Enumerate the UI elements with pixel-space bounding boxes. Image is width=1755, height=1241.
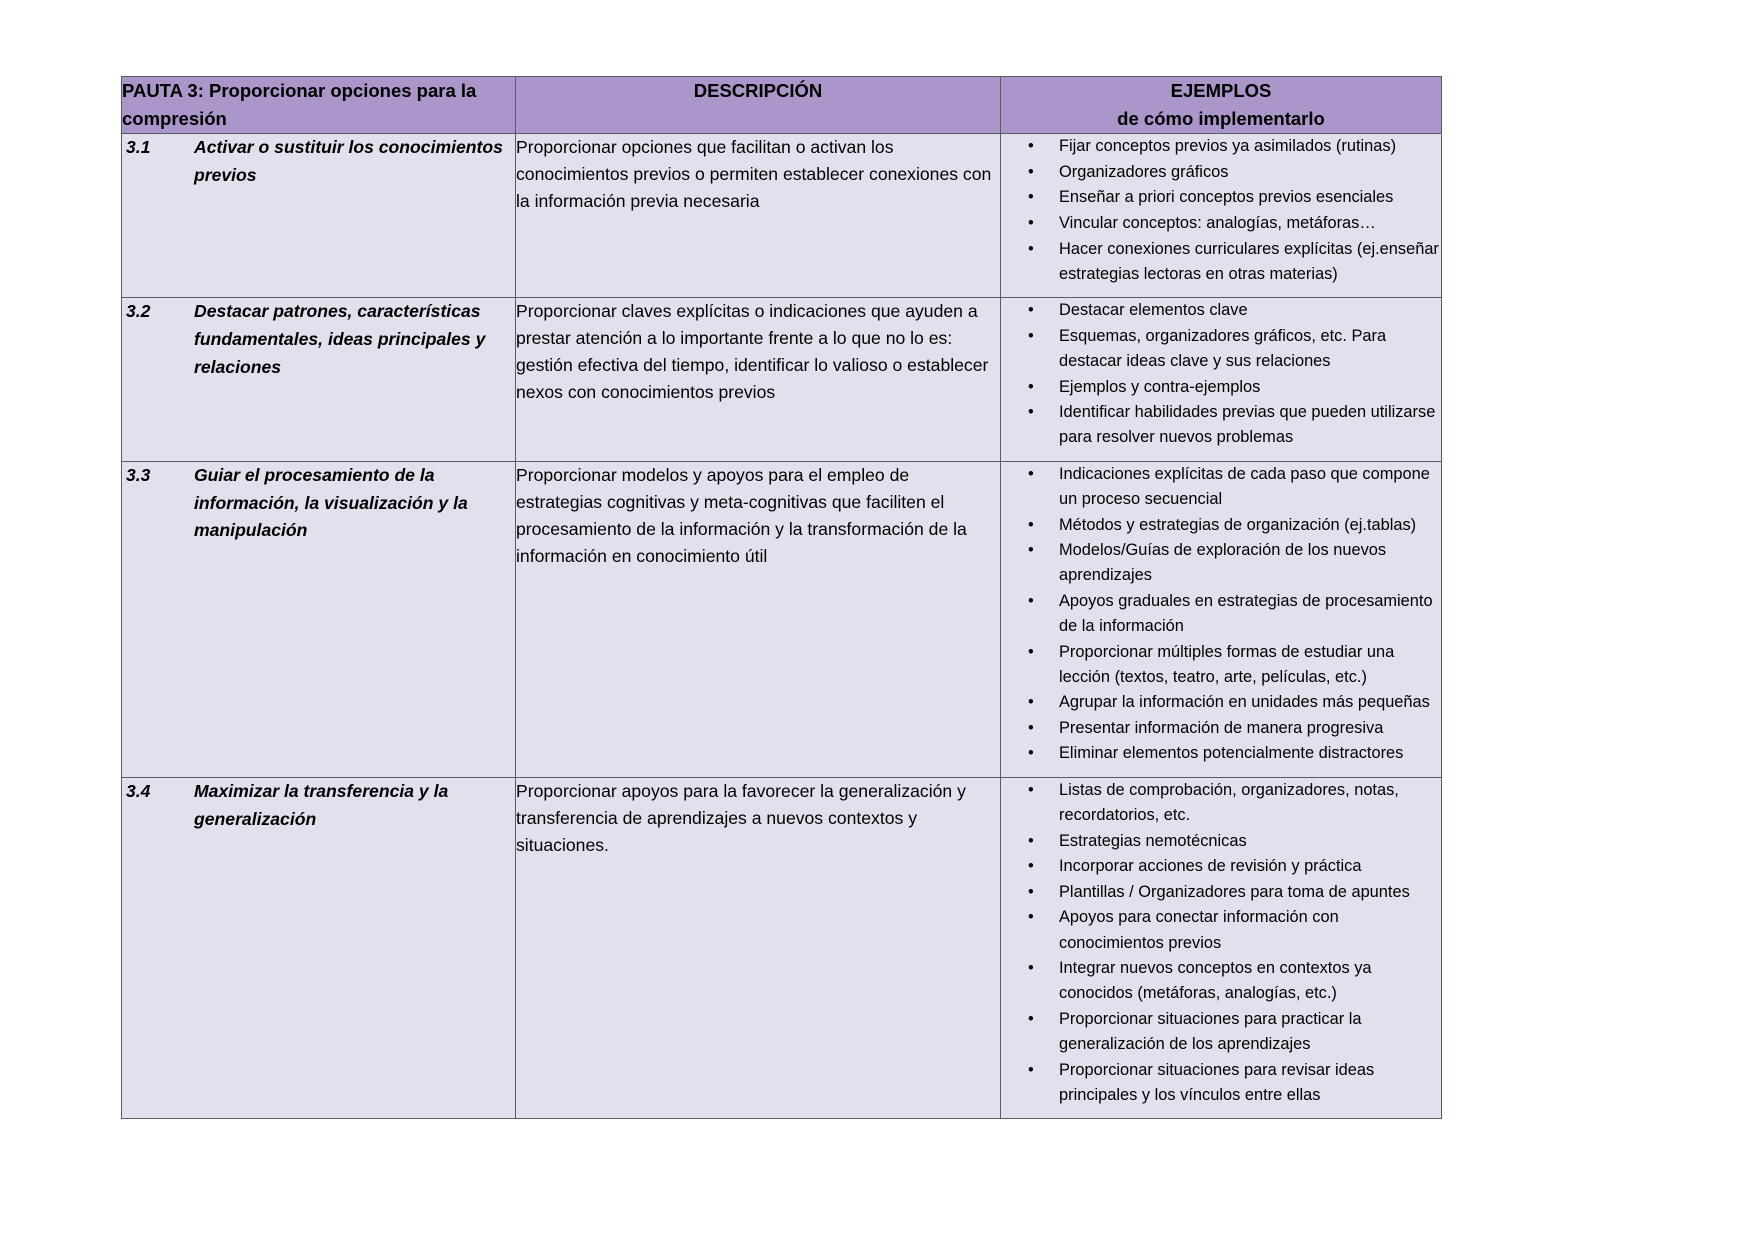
list-item-text: Fijar conceptos previos ya asimilados (rutinas) — [1059, 137, 1397, 156]
list-item-text: Métodos y estrategias de organización (ej.tablas) — [1059, 515, 1417, 534]
description-text-3-2: Proporcionar claves explícitas o indicaciones que ayuden a prestar atención a lo importante frente a lo que no lo es: gestión efectiva del tiempo, identificar lo valioso o establecer nexos con conocimientos previos — [516, 301, 989, 402]
cell-spacer — [1001, 767, 1441, 777]
list-item-text: Modelos/Guías de exploración de los nuevos aprendizajes — [1059, 541, 1387, 585]
list-item — [1001, 778, 1441, 828]
list-item — [1001, 956, 1441, 1006]
bullet-icon: • — [1028, 1009, 1034, 1028]
list-item — [1001, 589, 1441, 639]
description-text-3-4: Proporcionar apoyos para la favorecer la generalización y transferencia de aprendizajes a nuevos contextos y situaciones. — [516, 780, 966, 855]
list-item — [1001, 462, 1441, 512]
bullet-icon: • — [1028, 162, 1034, 181]
criteria-cell-3-4 — [122, 777, 516, 1118]
table-body — [122, 134, 1442, 1119]
bullet-icon: • — [1028, 718, 1034, 737]
list-item — [1001, 375, 1441, 400]
list-item — [1001, 1007, 1441, 1057]
list-item — [1001, 854, 1441, 879]
examples-cell-3-3 — [1001, 461, 1442, 777]
bullet-icon: • — [1028, 137, 1034, 156]
list-item-text: Presentar información de manera progresiva — [1059, 718, 1384, 737]
criteria-label-3-4: Maximizar la transferencia y la generalización — [194, 780, 449, 829]
list-item — [1001, 829, 1441, 854]
examples-list-3-4 — [1001, 778, 1441, 1108]
criteria-label-3-2: Destacar patrones, características fundamentales, ideas principales y relaciones — [194, 301, 486, 377]
criteria-label-3-3: Guiar el procesamiento de la información, la visualización y la manipulación — [194, 464, 468, 541]
bullet-icon: • — [1028, 857, 1034, 876]
table-header — [122, 77, 1442, 134]
criteria-number-3-3: 3.3 — [126, 464, 151, 485]
bullet-icon: • — [1028, 959, 1034, 978]
examples-list-3-1 — [1001, 134, 1441, 287]
list-item — [1001, 1058, 1441, 1108]
bullet-icon: • — [1028, 515, 1034, 534]
list-item — [1001, 211, 1441, 236]
header-cell-criteria — [122, 77, 516, 134]
description-text-3-1: Proporcionar opciones que facilitan o activan los conocimientos previos o permiten establecer conexiones con la información previa necesaria — [516, 137, 992, 212]
list-item — [1001, 716, 1441, 741]
list-item — [1001, 134, 1441, 159]
udl-guideline-table — [121, 76, 1442, 1119]
list-item — [1001, 160, 1441, 185]
list-item-text: Apoyos para conectar información con conocimientos previos — [1059, 908, 1339, 952]
cell-spacer — [1001, 287, 1441, 297]
bullet-icon: • — [1028, 301, 1034, 320]
list-item-text: Enseñar a priori conceptos previos esenciales — [1059, 188, 1394, 207]
header-criteria-label: PAUTA 3: Proporcionar opciones para la compresión — [122, 80, 477, 130]
list-item — [1001, 237, 1441, 287]
description-cell-3-2 — [516, 298, 1001, 462]
description-cell-3-1 — [516, 134, 1001, 298]
bullet-icon: • — [1028, 908, 1034, 927]
list-item-text: Ejemplos y contra-ejemplos — [1059, 377, 1261, 396]
bullet-icon: • — [1028, 464, 1034, 483]
bullet-icon: • — [1028, 1060, 1034, 1079]
list-item — [1001, 741, 1441, 766]
list-item — [1001, 513, 1441, 538]
list-item-text: Agrupar la información en unidades más pequeñas — [1059, 693, 1430, 712]
table-row — [122, 461, 1442, 777]
list-item — [1001, 185, 1441, 210]
table-header-row — [122, 77, 1442, 134]
criteria-label-3-1: Activar o sustituir los conocimientos previos — [194, 137, 503, 186]
list-item-text: Eliminar elementos potencialmente distractores — [1059, 744, 1404, 763]
bullet-icon: • — [1028, 693, 1034, 712]
criteria-cell-3-3 — [122, 461, 516, 777]
examples-list-3-3 — [1001, 462, 1441, 767]
list-item-text: Integrar nuevos conceptos en contextos ya conocidos (metáforas, analogías, etc.) — [1059, 959, 1372, 1003]
list-item — [1001, 905, 1441, 955]
table-row — [122, 777, 1442, 1118]
list-item — [1001, 640, 1441, 690]
list-item-text: Listas de comprobación, organizadores, notas, recordatorios, etc. — [1059, 780, 1399, 825]
header-cell-description — [516, 77, 1001, 134]
criteria-number-3-2: 3.2 — [126, 301, 151, 322]
cell-spacer — [1001, 1108, 1441, 1118]
bullet-icon: • — [1028, 591, 1034, 610]
bullet-icon: • — [1028, 780, 1034, 799]
bullet-icon: • — [1028, 882, 1034, 901]
bullet-icon: • — [1028, 642, 1034, 661]
table-row — [122, 298, 1442, 462]
criteria-text-3-3 — [126, 462, 505, 545]
bullet-icon: • — [1028, 326, 1034, 345]
criteria-cell-3-1 — [122, 134, 516, 298]
list-item — [1001, 298, 1441, 323]
list-item — [1001, 538, 1441, 588]
criteria-text-3-4 — [126, 778, 505, 834]
list-item-text: Vincular conceptos: analogías, metáforas… — [1059, 214, 1376, 232]
list-item-text: Estrategias nemotécnicas — [1059, 831, 1247, 850]
header-cell-examples — [1001, 77, 1442, 134]
list-item-text: Plantillas / Organizadores para toma de apuntes — [1059, 882, 1410, 901]
list-item-text: Hacer conexiones curriculares explícitas (ej.enseñar estrategias lectoras en otras materias) — [1059, 239, 1439, 283]
criteria-text-3-1 — [126, 134, 505, 190]
list-item — [1001, 690, 1441, 715]
criteria-number-3-1: 3.1 — [126, 137, 151, 158]
list-item-text: Proporcionar situaciones para practicar la generalización de los aprendizajes — [1059, 1009, 1362, 1053]
table-row — [122, 134, 1442, 298]
criteria-text-3-2 — [126, 298, 505, 381]
bullet-icon: • — [1028, 541, 1034, 560]
header-examples-label — [1001, 77, 1441, 133]
list-item-text: Organizadores gráficos — [1059, 162, 1229, 181]
bullet-icon: • — [1028, 239, 1034, 258]
bullet-icon: • — [1028, 188, 1034, 207]
list-item — [1001, 324, 1441, 374]
criteria-number-3-4: 3.4 — [126, 780, 151, 801]
criteria-cell-3-2 — [122, 298, 516, 462]
list-item-text: Proporcionar situaciones para revisar ideas principales y los vínculos entre ellas — [1059, 1060, 1375, 1104]
examples-cell-3-4 — [1001, 777, 1442, 1118]
bullet-icon: • — [1028, 403, 1034, 422]
examples-cell-3-1 — [1001, 134, 1442, 298]
bullet-icon: • — [1028, 744, 1034, 763]
header-examples-line2: de cómo implementarlo — [1117, 108, 1325, 130]
examples-list-3-2 — [1001, 298, 1441, 450]
description-cell-3-3 — [516, 461, 1001, 777]
udl-guideline-table-wrapper — [121, 76, 1441, 1119]
bullet-icon: • — [1028, 377, 1034, 396]
list-item-text: Identificar habilidades previas que pueden utilizarse para resolver nuevos problemas — [1059, 403, 1436, 447]
list-item — [1001, 400, 1441, 450]
bullet-icon: • — [1028, 831, 1034, 850]
list-item — [1001, 880, 1441, 905]
list-item-text: Destacar elementos clave — [1059, 301, 1248, 320]
list-item-text: Apoyos graduales en estrategias de procesamiento de la información — [1059, 591, 1433, 635]
list-item-text: Indicaciones explícitas de cada paso que compone un proceso secuencial — [1059, 464, 1430, 508]
list-item-text: Incorporar acciones de revisión y práctica — [1059, 857, 1362, 876]
description-text-3-3: Proporcionar modelos y apoyos para el empleo de estrategias cognitivas y meta-cognitivas que faciliten el procesamiento de la información y la transformación de la información en conocimiento útil — [516, 464, 967, 566]
bullet-icon: • — [1028, 214, 1034, 232]
examples-cell-3-2 — [1001, 298, 1442, 462]
header-examples-line1: EJEMPLOS — [1170, 80, 1272, 101]
header-description-label: DESCRIPCIÓN — [693, 80, 823, 101]
cell-spacer — [1001, 451, 1441, 461]
description-cell-3-4 — [516, 777, 1001, 1118]
list-item-text: Proporcionar múltiples formas de estudiar una lección (textos, teatro, arte, películas, etc.) — [1059, 642, 1395, 686]
list-item-text: Esquemas, organizadores gráficos, etc. Para destacar ideas clave y sus relaciones — [1059, 326, 1387, 370]
